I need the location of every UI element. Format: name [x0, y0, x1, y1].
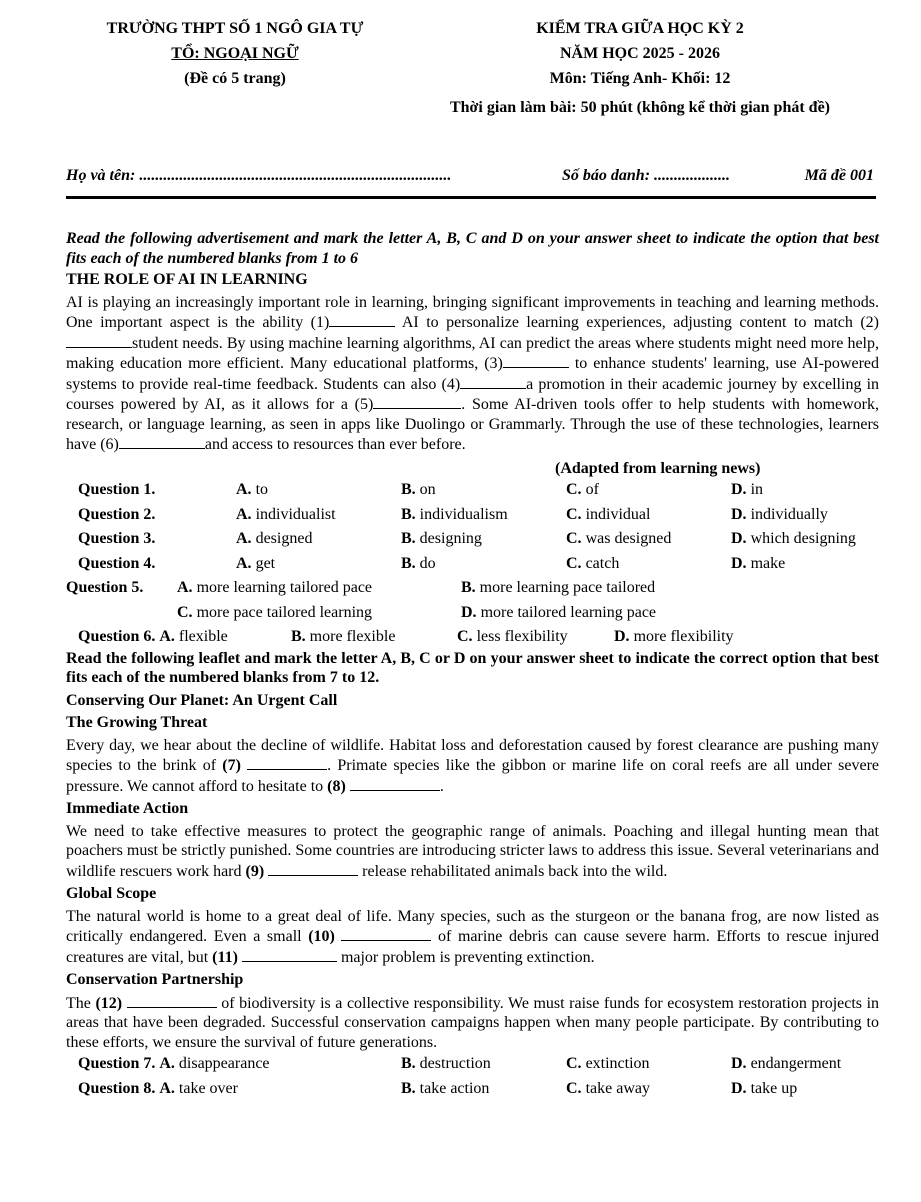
option-c[interactable]: C. extinction [566, 1055, 650, 1072]
option-a[interactable]: A. disappearance [159, 1055, 270, 1072]
exam-title: KIỂM TRA GIỮA HỌC KỲ 2 [536, 20, 744, 37]
option-a[interactable]: A. take over [159, 1079, 238, 1097]
student-info-row [66, 167, 874, 191]
blank-6 [119, 434, 205, 449]
department-name: TỔ: NGOẠI NGỮ [171, 45, 299, 62]
question-6: Question 6. A. flexible B. more flexible C. less flexibility D. more flexibility [78, 628, 734, 645]
option-c[interactable]: C. take away [566, 1079, 650, 1097]
blank-1 [329, 312, 395, 327]
option-d[interactable]: D. make [731, 554, 786, 572]
option-a[interactable]: A. to [236, 481, 269, 498]
exam-duration: Thời gian làm bài: 50 phút (không kể thời gian phát đề) [449, 99, 831, 116]
option-c[interactable]: C. individual [566, 505, 651, 523]
option-d[interactable]: D. in [731, 481, 764, 498]
blank-9 [268, 861, 358, 876]
section2-paragraph-3: The natural world is home to a great deal of life. Many species, such as the sturgeon or the banana frog, are now listed as critically endangered. Even a small (10) of marine debris can cause severe harm. Efforts to rescue injured creatures are vital, but (11) major problem is preventing extinction. [66, 907, 880, 966]
option-a[interactable]: A. get [236, 554, 276, 572]
section2-heading-1: The Growing Threat [66, 714, 208, 731]
option-c[interactable]: C. was designed [566, 530, 672, 547]
pages-note: (Đề có 5 trang) [184, 70, 286, 87]
question-5-cont [66, 601, 879, 626]
option-b[interactable]: B. on [401, 481, 436, 498]
header-divider [66, 196, 876, 199]
blank-12 [127, 993, 217, 1008]
option-c[interactable]: C. catch [566, 554, 620, 572]
student-id-field[interactable]: Số báo danh: ................... [562, 167, 731, 184]
option-c[interactable]: C. of [566, 481, 599, 498]
student-name-field[interactable]: Họ và tên: .............................................................................. [66, 167, 452, 184]
section2-title: Conserving Our Planet: An Urgent Call [66, 691, 338, 709]
option-a[interactable]: A. flexible [159, 628, 228, 645]
option-b[interactable]: B. more learning pace tailored [461, 579, 656, 596]
exam-code: Mã đề 001 [804, 167, 874, 184]
question-8: Question 8. A. take over B. take action C. take away D. take up [78, 1079, 798, 1097]
option-d[interactable]: D. more tailored learning pace [461, 603, 657, 621]
question-1: Question 1. A. to B. on C. of D. in [78, 481, 764, 498]
option-b[interactable]: B. individualism [401, 505, 508, 523]
question-4: Question 4. A. get B. do C. catch D. make [78, 554, 786, 572]
option-d[interactable]: D. endangerment [731, 1055, 842, 1072]
school-year: NĂM HỌC 2025 - 2026 [560, 45, 720, 62]
question-5: Question 5. A. more learning tailored pace B. more learning pace tailored [66, 579, 656, 596]
section1-title: THE ROLE OF AI IN LEARNING [66, 271, 308, 288]
blank-3 [503, 353, 569, 368]
section2-heading-4: Conservation Partnership [66, 971, 244, 988]
school-name: TRƯỜNG THPT SỐ 1 NGÔ GIA TỰ [106, 20, 364, 37]
option-d[interactable]: D. individually [731, 505, 828, 523]
blank-5 [373, 394, 461, 409]
school-header [70, 16, 400, 91]
option-d[interactable]: D. which designing [731, 530, 856, 547]
section2-instruction: Read the following leaflet and mark the letter A, B, C or D on your answer sheet to indicate the correct option that best fits each of the numbered blanks from 7 to 12. [66, 649, 879, 686]
blank-11 [242, 947, 337, 962]
section2-paragraph-1: Every day, we hear about the decline of wildlife. Habitat loss and deforestation caused by forest clearance are pushing many species to the brink of (7) . Primate species like the gibbon or marine life on coral reefs are all under severe pressure. We cannot afford to hesitate to (8) . [66, 736, 880, 795]
question-2: Question 2. A. individualist B. individualism C. individual D. individually [78, 505, 828, 523]
option-a[interactable]: A. individualist [236, 505, 336, 523]
blank-7 [247, 755, 327, 770]
option-a[interactable]: A. designed [236, 530, 313, 547]
exam-header [405, 16, 875, 120]
exam-content [66, 229, 879, 1101]
subject: Môn: Tiếng Anh- Khối: 12 [549, 70, 731, 87]
option-b[interactable]: B. more flexible [291, 628, 396, 645]
passage-source: (Adapted from learning news) [555, 459, 761, 477]
option-b[interactable]: B. do [401, 554, 436, 572]
option-b[interactable]: B. designing [401, 530, 482, 547]
option-a[interactable]: A. more learning tailored pace [177, 579, 373, 596]
option-d[interactable]: D. more flexibility [614, 628, 734, 645]
option-c[interactable]: C. more pace tailored learning [177, 603, 373, 621]
option-d[interactable]: D. take up [731, 1079, 798, 1097]
section1-instruction: Read the following advertisement and mark the letter A, B, C and D on your answer sheet to indicate the option that best fits each of the numbered blanks from 1 to 6 [66, 230, 879, 267]
blank-8 [350, 776, 440, 791]
blank-4 [460, 374, 526, 389]
section2-paragraph-2: We need to take effective measures to protect the geographic range of animals. Poaching and illegal hunting mean that poachers must be strictly punished. Some countries are introducing stricter laws to address this issue. Several veterinarians and wildlife rescuers work hard (9) release rehabilitated animals back into the wild. [66, 822, 879, 880]
section2-heading-2: Immediate Action [66, 800, 189, 817]
section2-heading-3: Global Scope [66, 885, 157, 902]
section1-passage: AI is playing an increasingly important role in learning, bringing significant improvements in teaching and learning methods. One important aspect is the ability (1) AI to personalize learning experiences, adjusting content to match (2)student needs. By using machine learning algorithms, AI can predict the areas where students might need more help, making education more efficient. Many educational platforms, (3) to enhance students' learning, use AI-powered systems to provide real-time feedback. Students can also (4) a promotion in their academic journey by excelling in courses powered by AI, as it allows for a (5) . Some AI-driven tools offer to help students with homework, research, or language learning, as seen in apps like Duolingo or Grammarly. Through the use of these technologies, learners have (6) and access to resources than ever before. [66, 293, 880, 453]
section2-paragraph-4: The (12) of biodiversity is a collective responsibility. We must raise funds for ecosystem restoration projects in areas that have been degraded. Successful conservation campaigns happen when many people participate. By contributing to these efforts, we ensure the survival of future generations. [66, 994, 880, 1051]
option-c[interactable]: C. less flexibility [457, 628, 568, 645]
question-7: Question 7. A. disappearance B. destruction C. extinction D. endangerment [78, 1055, 842, 1072]
blank-2 [66, 333, 132, 348]
blank-10 [341, 926, 431, 941]
option-b[interactable]: B. take action [401, 1079, 490, 1097]
option-b[interactable]: B. destruction [401, 1055, 491, 1072]
question-3: Question 3. A. designed B. designing C. was designed D. which designing [78, 530, 856, 547]
